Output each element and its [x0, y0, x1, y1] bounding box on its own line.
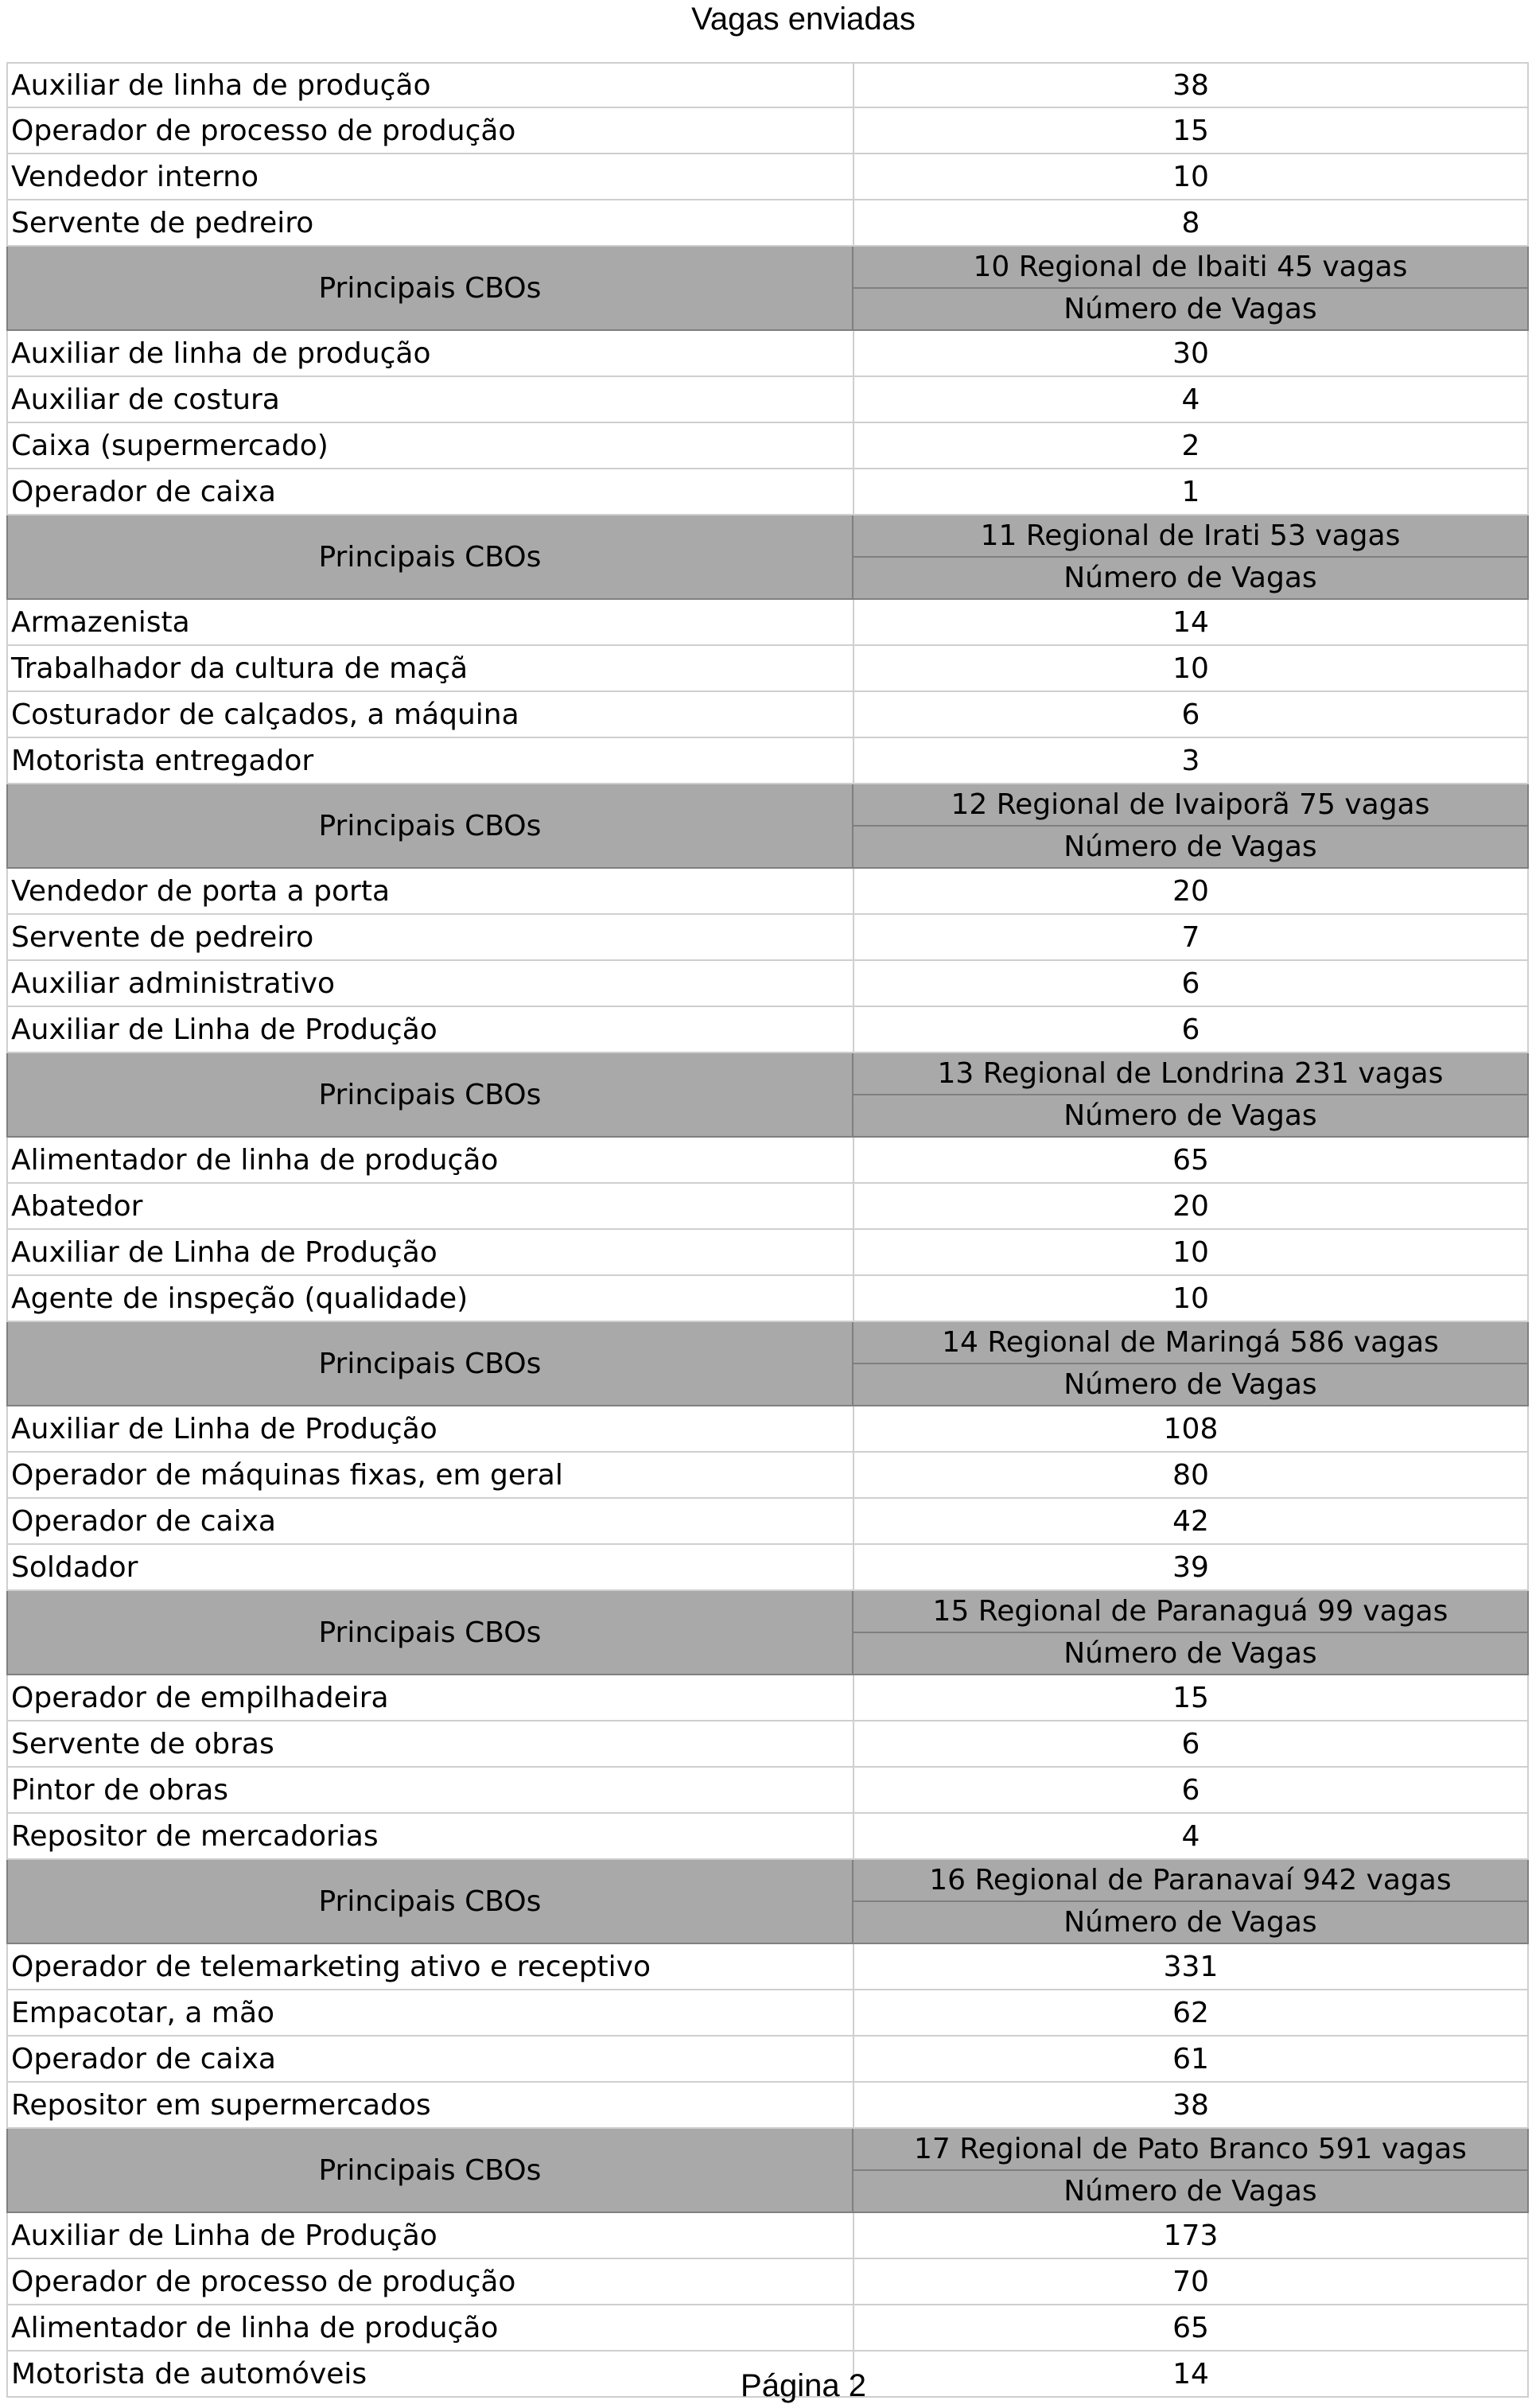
- vagas-column-header: Número de Vagas: [1063, 293, 1317, 325]
- vagas-value-cell: 2: [854, 423, 1529, 468]
- cbo-column-header: Principais CBOs: [6, 2129, 853, 2212]
- table-row: [6, 1453, 1529, 1499]
- regional-header-right: [853, 1053, 1529, 1136]
- table-row: [6, 1007, 1529, 1053]
- table-row: [6, 2259, 1529, 2305]
- cbo-name-cell: Repositor de mercadorias: [6, 1814, 854, 1858]
- cbo-name-cell: Empacotar, a mão: [6, 1990, 854, 2035]
- vagas-value-cell: 61: [854, 2036, 1529, 2081]
- cbo-column-header: Principais CBOs: [6, 1860, 853, 1943]
- table-row: [6, 2083, 1529, 2129]
- table-row: [6, 915, 1529, 961]
- vagas-value-cell: 65: [854, 2305, 1529, 2350]
- cbo-name-cell: Servente de pedreiro: [6, 200, 854, 245]
- cbo-name-cell: Auxiliar de linha de produção: [6, 64, 854, 107]
- vagas-value-cell: 10: [854, 646, 1529, 691]
- cbo-name-cell: Motorista entregador: [6, 738, 854, 783]
- table-row: [6, 600, 1529, 646]
- table-row: [6, 692, 1529, 738]
- table-row: [6, 1545, 1529, 1591]
- table-row: [6, 423, 1529, 469]
- table-row: [6, 1990, 1529, 2036]
- cbo-name-cell: Auxiliar de Linha de Produção: [6, 1007, 854, 1052]
- page-footer: Página 2: [741, 2368, 866, 2403]
- cbo-name-cell: Trabalhador da cultura de maçã: [6, 646, 854, 691]
- vagas-value-cell: 331: [854, 1944, 1529, 1989]
- vagas-value-cell: 30: [854, 331, 1529, 375]
- vagas-value-cell: 80: [854, 1453, 1529, 1497]
- regional-header-row: [6, 1053, 1529, 1138]
- regional-header-right: [853, 784, 1529, 867]
- vagas-value-cell: 6: [854, 1768, 1529, 1812]
- cbo-column-header: Principais CBOs: [6, 515, 853, 598]
- regional-title: 10 Regional de Ibaiti 45 vagas: [853, 247, 1527, 289]
- regional-title: 11 Regional de Irati 53 vagas: [853, 515, 1527, 558]
- table-row: [6, 1406, 1529, 1453]
- cbo-name-cell: Operador de processo de produção: [6, 2259, 854, 2304]
- vagas-value-cell: 65: [854, 1138, 1529, 1182]
- regional-header-right: [853, 247, 1529, 329]
- table-row: [6, 1230, 1529, 1276]
- vagas-value-cell: 10: [854, 1276, 1529, 1321]
- table-row: [6, 377, 1529, 423]
- table-row: [6, 2213, 1529, 2259]
- cbo-name-cell: Auxiliar de costura: [6, 377, 854, 422]
- vagas-value-cell: 62: [854, 1990, 1529, 2035]
- table-row: [6, 1276, 1529, 1322]
- cbo-name-cell: Operador de caixa: [6, 1499, 854, 1543]
- cbo-name-cell: Costurador de calçados, a máquina: [6, 692, 854, 737]
- cbo-column-header: Principais CBOs: [6, 784, 853, 867]
- regional-header-right: [853, 1322, 1529, 1405]
- cbo-name-cell: Alimentador de linha de produção: [6, 1138, 854, 1182]
- vagas-value-cell: 4: [854, 1814, 1529, 1858]
- cbo-name-cell: Motorista de automóveis: [6, 2352, 854, 2396]
- vagas-value-cell: 6: [854, 961, 1529, 1006]
- cbo-name-cell: Auxiliar de Linha de Produção: [6, 1406, 854, 1451]
- regional-title: 14 Regional de Maringá 586 vagas: [853, 1322, 1527, 1364]
- table-row: [6, 108, 1529, 154]
- table-row: [6, 1768, 1529, 1814]
- vagas-column-header: Número de Vagas: [1063, 1906, 1317, 1939]
- regional-header-row: [6, 1591, 1529, 1675]
- cbo-column-header: Principais CBOs: [6, 247, 853, 329]
- cbo-column-header: Principais CBOs: [6, 1053, 853, 1136]
- cbo-name-cell: Vendedor interno: [6, 154, 854, 199]
- vagas-value-cell: 6: [854, 1007, 1529, 1052]
- cbo-name-cell: Operador de máquinas fixas, em geral: [6, 1453, 854, 1497]
- cbo-name-cell: Vendedor de porta a porta: [6, 869, 854, 913]
- regional-header-row: [6, 1860, 1529, 1944]
- regional-header-right: [853, 1860, 1529, 1943]
- vagas-value-cell: 70: [854, 2259, 1529, 2304]
- cbo-name-cell: Servente de pedreiro: [6, 915, 854, 959]
- table-row: [6, 961, 1529, 1007]
- cbo-name-cell: Agente de inspeção (qualidade): [6, 1276, 854, 1321]
- cbo-name-cell: Alimentador de linha de produção: [6, 2305, 854, 2350]
- vagas-column-header: Número de Vagas: [1063, 2175, 1317, 2208]
- cbo-name-cell: Operador de telemarketing ativo e receptivo: [6, 1944, 854, 1989]
- table-row: [6, 869, 1529, 915]
- table-row: [6, 469, 1529, 515]
- vagas-value-cell: 38: [854, 64, 1529, 107]
- table-row: [6, 646, 1529, 692]
- cbo-name-cell: Pintor de obras: [6, 1768, 854, 1812]
- cbo-name-cell: Auxiliar de Linha de Produção: [6, 1230, 854, 1274]
- page-title: Vagas enviadas: [691, 2, 916, 37]
- vagas-value-cell: 14: [854, 2352, 1529, 2396]
- vagas-value-cell: 10: [854, 154, 1529, 199]
- vagas-value-cell: 1: [854, 469, 1529, 514]
- cbo-column-header: Principais CBOs: [6, 1322, 853, 1405]
- regional-header-row: [6, 784, 1529, 869]
- table-row: [6, 1184, 1529, 1230]
- vagas-value-cell: 20: [854, 869, 1529, 913]
- vagas-column-header: Número de Vagas: [1063, 562, 1317, 594]
- table-row: [6, 2036, 1529, 2083]
- table-row: [6, 1944, 1529, 1990]
- vagas-value-cell: 6: [854, 1721, 1529, 1766]
- table-row: [6, 1499, 1529, 1545]
- regional-title: 16 Regional de Paranavaí 942 vagas: [853, 1860, 1527, 1902]
- vagas-value-cell: 3: [854, 738, 1529, 783]
- vagas-column-header: Número de Vagas: [1063, 1368, 1317, 1401]
- vagas-value-cell: 42: [854, 1499, 1529, 1543]
- table-row: [6, 200, 1529, 247]
- regional-header-right: [853, 515, 1529, 598]
- cbo-name-cell: Servente de obras: [6, 1721, 854, 1766]
- vagas-value-cell: 8: [854, 200, 1529, 245]
- cbo-name-cell: Operador de caixa: [6, 2036, 854, 2081]
- vagas-value-cell: 38: [854, 2083, 1529, 2127]
- table-row: [6, 1814, 1529, 1860]
- table-row: [6, 2305, 1529, 2352]
- regional-header-right: [853, 2129, 1529, 2212]
- vagas-value-cell: 108: [854, 1406, 1529, 1451]
- table-row: [6, 62, 1529, 108]
- cbo-name-cell: Operador de empilhadeira: [6, 1675, 854, 1720]
- vagas-value-cell: 39: [854, 1545, 1529, 1589]
- cbo-name-cell: Abatedor: [6, 1184, 854, 1228]
- cbo-name-cell: Auxiliar de linha de produção: [6, 331, 854, 375]
- regional-header-row: [6, 515, 1529, 600]
- vagas-value-cell: 10: [854, 1230, 1529, 1274]
- table-row: [6, 331, 1529, 377]
- regional-header-row: [6, 1322, 1529, 1406]
- table-row: [6, 154, 1529, 200]
- regional-header-row: [6, 247, 1529, 331]
- cbo-name-cell: Repositor em supermercados: [6, 2083, 854, 2127]
- cbo-name-cell: Auxiliar de Linha de Produção: [6, 2213, 854, 2258]
- vagas-table: [6, 62, 1529, 2398]
- cbo-column-header: Principais CBOs: [6, 1591, 853, 1674]
- cbo-name-cell: Soldador: [6, 1545, 854, 1589]
- regional-title: 15 Regional de Paranaguá 99 vagas: [853, 1591, 1527, 1633]
- regional-header-right: [853, 1591, 1529, 1674]
- cbo-name-cell: Caixa (supermercado): [6, 423, 854, 468]
- vagas-value-cell: 6: [854, 692, 1529, 737]
- regional-title: 17 Regional de Pato Branco 591 vagas: [853, 2129, 1527, 2171]
- vagas-value-cell: 15: [854, 1675, 1529, 1720]
- cbo-name-cell: Operador de processo de produção: [6, 108, 854, 153]
- vagas-column-header: Número de Vagas: [1063, 831, 1317, 863]
- vagas-value-cell: 15: [854, 108, 1529, 153]
- vagas-column-header: Número de Vagas: [1063, 1099, 1317, 1132]
- cbo-name-cell: Auxiliar administrativo: [6, 961, 854, 1006]
- vagas-value-cell: 4: [854, 377, 1529, 422]
- regional-title: 13 Regional de Londrina 231 vagas: [853, 1053, 1527, 1095]
- vagas-value-cell: 7: [854, 915, 1529, 959]
- table-row: [6, 1675, 1529, 1721]
- regional-header-row: [6, 2129, 1529, 2213]
- vagas-value-cell: 173: [854, 2213, 1529, 2258]
- table-row: [6, 738, 1529, 784]
- vagas-value-cell: 20: [854, 1184, 1529, 1228]
- vagas-value-cell: 14: [854, 600, 1529, 644]
- table-row: [6, 1721, 1529, 1768]
- table-row: [6, 1138, 1529, 1184]
- cbo-name-cell: Operador de caixa: [6, 469, 854, 514]
- vagas-column-header: Número de Vagas: [1063, 1637, 1317, 1670]
- regional-title: 12 Regional de Ivaiporã 75 vagas: [853, 784, 1527, 827]
- cbo-name-cell: Armazenista: [6, 600, 854, 644]
